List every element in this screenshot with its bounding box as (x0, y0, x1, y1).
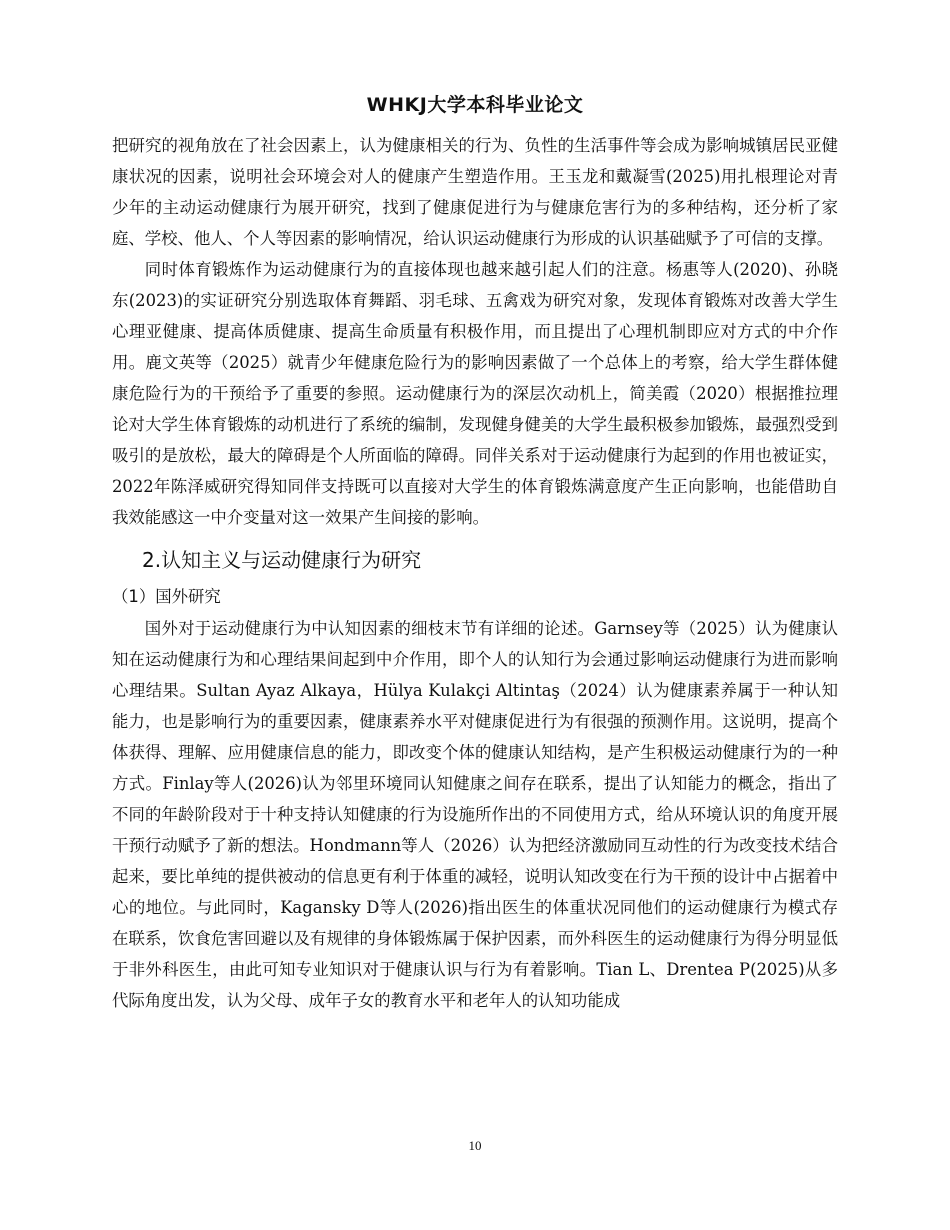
paragraph-exercise: 同时体育锻炼作为运动健康行为的直接体现也越来越引起人们的注意。杨惠等人(2020)、孙晓东(2023)的实证研究分别选取体育舞蹈、羽毛球、五禽戏为研究对象，发现体育锻炼对改善大学生心理亚健康、提高体质健康、提高生命质量有积极作用，而且提出了心理机制即应对方式的中介作用。鹿文英等（2025）就青少年健康危险行为的影响因素做了一个总体上的考察，给大学生群体健康危险行为的干预给予了重要的参照。运动健康行为的深层次动机上，简美霞（2020）根据推拉理论对大学生体育锻炼的动机进行了系统的编制，发现健身健美的大学生最积极参加锻炼，最强烈受到吸引的是放松，最大的障碍是个人所面临的障碍。同伴关系对于运动健康行为起到的作用也被证实，2022年陈泽威研究得知同伴支持既可以直接对大学生的体育锻炼满意度产生正向影响，也能借助自我效能感这一中介变量对这一效果产生间接的影响。 (112, 260, 838, 527)
page-number: 10 (468, 1138, 482, 1153)
body-text (112, 130, 838, 1016)
subsection-heading: （1）国外研究 (112, 587, 221, 606)
section-heading: 2.认知主义与运动健康行为研究 (142, 548, 422, 572)
paragraph-foreign-research: 国外对于运动健康行为中认知因素的细枝末节有详细的论述。Garnsey等（2025）认为健康认知在运动健康行为和心理结果间起到中介作用，即个人的认知行为会通过影响运动健康行为进而影响心理结果。Sultan Ayaz Alkaya，Hülya Kulakçi Altintaş（2024）认为健康素养属于一种认知能力，也是影响行为的重要因素，健康素养水平对健康促进行为有很强的预测作用。这说明，提高个体获得、理解、应用健康信息的能力，即改变个体的健康认知结构，是产生积极运动健康行为的一种方式。Finlay等人(2026)认为邻里环境同认知健康之间存在联系，提出了认知能力的概念，指出了不同的年龄阶段对于十种支持认知健康的行为设施所作出的不同使用方式，给从环境认识的角度开展干预行动赋予了新的想法。Hondmann等人（2026）认为把经济激励同互动性的行为改变技术结合起来，要比单纯的提供被动的信息更有利于体重的减轻，说明认知改变在行为干预的设计中占据着中心的地位。与此同时，Kagansky D等人(2026)指出医生的体重状况同他们的运动健康行为模式存在联系，饮食危害回避以及有规律的身体锻炼属于保护因素，而外科医生的运动健康行为得分明显低于非外科医生，由此可知专业知识对于健康认识与行为有着影响。Tian L、Drentea P(2025)从多代际角度出发，认为父母、成年子女的教育水平和老年人的认知功能成 (112, 619, 838, 1010)
running-header: WHKJ大学本科毕业论文 (366, 94, 584, 116)
paragraph-continued: 把研究的视角放在了社会因素上，认为健康相关的行为、负性的生活事件等会成为影响城镇居民亚健康状况的因素，说明社会环境会对人的健康产生塑造作用。王玉龙和戴凝雪(2025)用扎根理论对青少年的主动运动健康行为展开研究，找到了健康促进行为与健康危害行为的多种结构，还分析了家庭、学校、他人、个人等因素的影响情况，给认识运动健康行为形成的认识基础赋予了可信的支撑。 (112, 136, 838, 248)
